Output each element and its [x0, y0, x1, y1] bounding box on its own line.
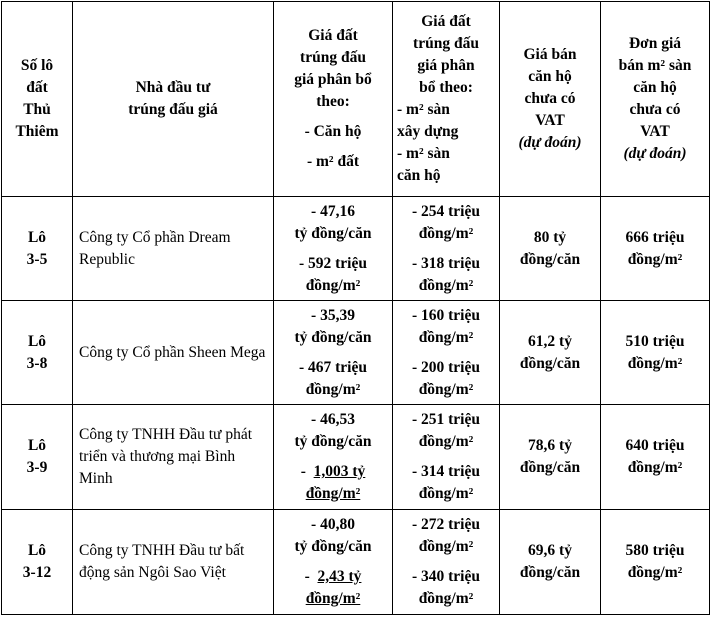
sale-price-cell: 69,6 tỷ đồng/căn: [500, 510, 601, 615]
unit-price-cell: 510 triệu đồng/m²: [601, 301, 710, 405]
header-floor-price: Giá đất trúng đấu giá phân bổ theo: - m² sàn xây dựng - m² sàn căn hộ: [393, 2, 500, 197]
land-price-cell: - 46,53 tỷ đồng/căn - 1,003 tỷ đồng/m²: [274, 405, 393, 510]
investor-cell: Công ty Cổ phần Dream Republic: [73, 197, 274, 301]
header-lot: Số lô đất Thủ Thiêm: [2, 2, 73, 197]
lot-cell: Lô 3-9: [2, 405, 73, 510]
table-row: [2, 197, 710, 301]
table-row: [2, 510, 710, 615]
header-row: [2, 2, 710, 197]
unit-price-cell: 580 triệu đồng/m²: [601, 510, 710, 615]
auction-table: [1, 1, 710, 615]
unit-price-cell: 640 triệu đồng/m²: [601, 405, 710, 510]
header-sale-price: Giá bán căn hộ chưa có VAT (dự đoán): [500, 2, 601, 197]
header-unit-price: Đơn giá bán m² sàn căn hộ chưa có VAT (dự đoán): [601, 2, 710, 197]
sale-price-cell: 80 tỷ đồng/căn: [500, 197, 601, 301]
land-price-cell: - 35,39 tỷ đồng/căn - 467 triệu đồng/m²: [274, 301, 393, 405]
sale-price-cell: 78,6 tỷ đồng/căn: [500, 405, 601, 510]
lot-cell: Lô 3-5: [2, 197, 73, 301]
investor-cell: Công ty TNHH Đầu tư bất động sản Ngôi Sao Việt: [73, 510, 274, 615]
unit-price-cell: 666 triệu đồng/m²: [601, 197, 710, 301]
floor-price-cell: - 160 triệu đồng/m² - 200 triệu đồng/m²: [393, 301, 500, 405]
header-investor: Nhà đầu tư trúng đấu giá: [73, 2, 274, 197]
investor-cell: Công ty TNHH Đầu tư phát triển và thương mại Bình Minh: [73, 405, 274, 510]
lot-cell: Lô 3-12: [2, 510, 73, 615]
sale-price-cell: 61,2 tỷ đồng/căn: [500, 301, 601, 405]
land-price-cell: - 47,16 tỷ đồng/căn - 592 triệu đồng/m²: [274, 197, 393, 301]
header-land-price: Giá đất trúng đấu giá phân bổ theo: - Căn hộ - m² đất: [274, 2, 393, 197]
investor-cell: Công ty Cổ phần Sheen Mega: [73, 301, 274, 405]
land-price-cell: - 40,80 tỷ đồng/căn - 2,43 tỷ đồng/m²: [274, 510, 393, 615]
lot-cell: Lô 3-8: [2, 301, 73, 405]
floor-price-cell: - 251 triệu đồng/m² - 314 triệu đồng/m²: [393, 405, 500, 510]
table-row: [2, 301, 710, 405]
floor-price-cell: - 272 triệu đồng/m² - 340 triệu đồng/m²: [393, 510, 500, 615]
floor-price-cell: - 254 triệu đồng/m² - 318 triệu đồng/m²: [393, 197, 500, 301]
table-row: [2, 405, 710, 510]
